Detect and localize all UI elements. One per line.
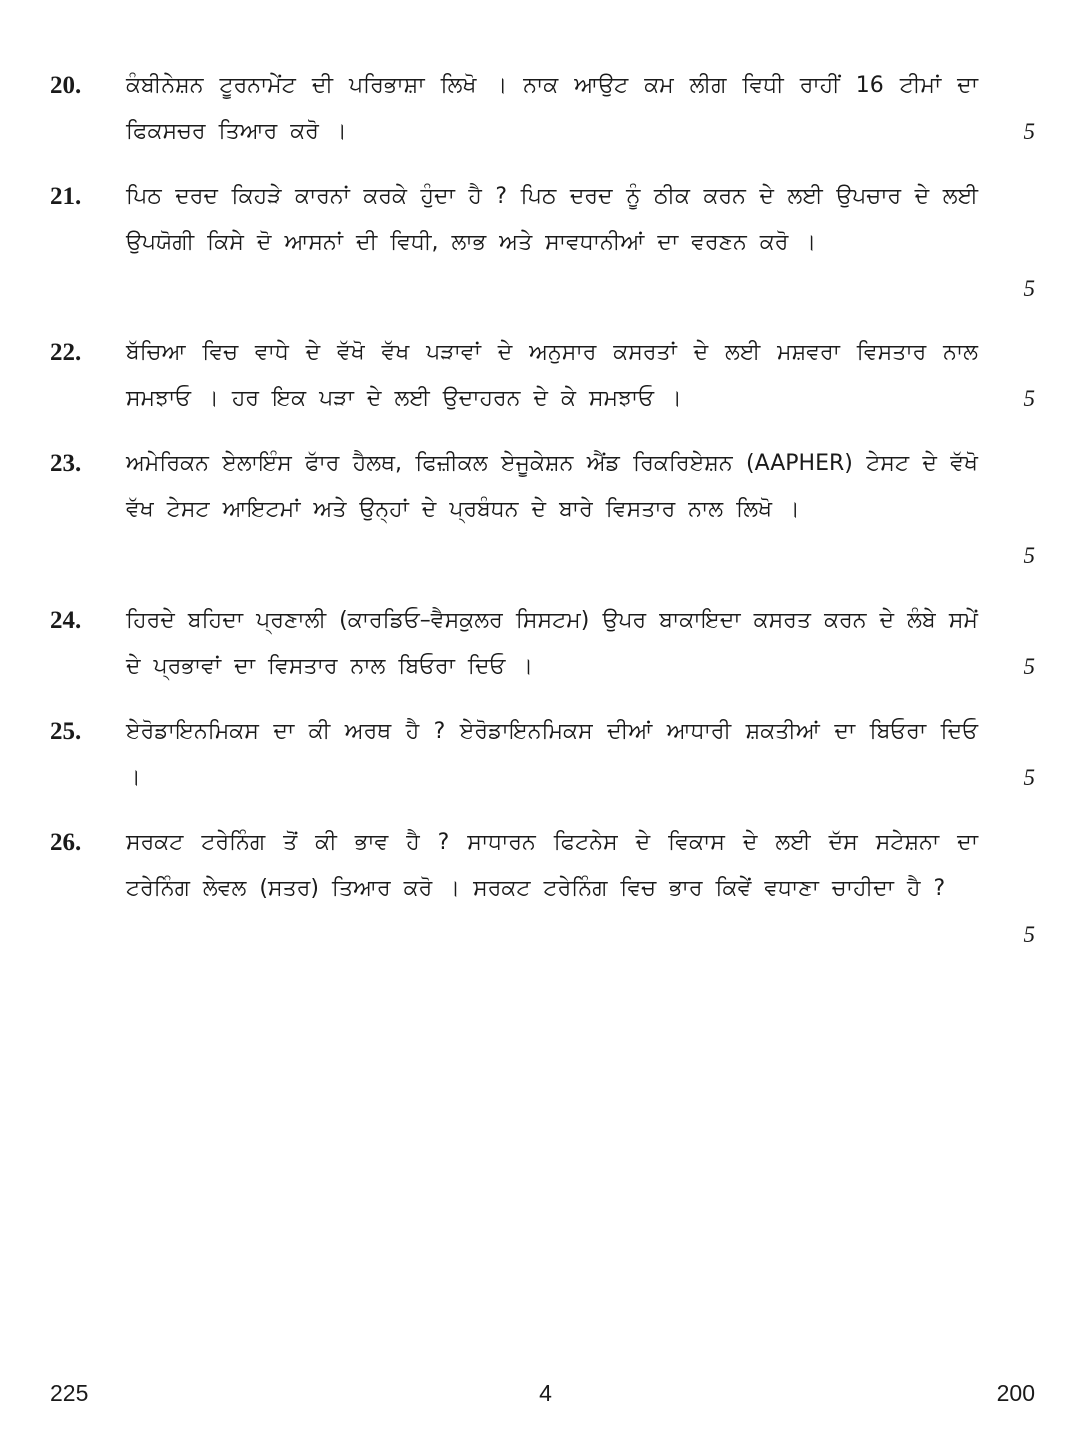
question-marks: 5 [1023,119,1035,144]
question-number: 22. [50,339,82,366]
question-text: ਬੱਚਿਆ ਵਿਚ ਵਾਧੇ ਦੇ ਵੱਖੋ ਵੱਖ ਪੜਾਵਾਂ ਦੇ ਅਨੁਸਾਰ ਕਸਰਤਾਂ ਦੇ ਲਈ ਮਸ਼ਵਰਾ ਵਿਸਤਾਰ ਨਾਲ ਸਮਝਾਓ । ਹਰ ਇਕ ਪੜਾ ਦੇ ਲਈ ਉਦਾਹਰਨ ਦੇ ਕੇ ਸਮਝਾਓ । [126,340,978,411]
question-text: ਪਿਠ ਦਰਦ ਕਿਹੜੇ ਕਾਰਨਾਂ ਕਰਕੇ ਹੁੰਦਾ ਹੈ ? ਪਿਠ ਦਰਦ ਨੂੰ ਠੀਕ ਕਰਨ ਦੇ ਲਈ ਉਪਚਾਰ ਦੇ ਲਈ ਉਪਯੋਗੀ ਕਿਸੇ ਦੋ ਆਸਨਾਂ ਦੀ ਵਿਧੀ, ਲਾਭ ਅਤੇ ਸਾਵਧਾਨੀਆਂ ਦਾ ਵਰਣਨ ਕਰੋ । [126,184,978,255]
question-number: 21. [50,183,82,210]
question-number: 25. [50,718,82,745]
question-text: ਕੰਬੀਨੇਸ਼ਨ ਟੂਰਨਾਮੇਂਟ ਦੀ ਪਰਿਭਾਸ਼ਾ ਲਿਖੋ । ਨਾਕ ਆਉਟ ਕਮ ਲੀਗ ਵਿਧੀ ਰਾਹੀਂ 16 ਟੀਮਾਂ ਦਾ ਫਿਕਸਚਰ ਤਿਆਰ ਕਰੋ । [126,73,978,144]
question-number: 24. [50,607,82,634]
question-number: 23. [50,450,82,477]
footer-paper-code: 225 [50,1380,89,1406]
footer-page-number: 4 [539,1380,552,1406]
question-text: ਏਰੋਡਾਇਨਮਿਕਸ ਦਾ ਕੀ ਅਰਥ ਹੈ ? ਏਰੋਡਾਇਨਮਿਕਸ ਦੀਆਂ ਆਧਾਰੀ ਸ਼ਕਤੀਆਂ ਦਾ ਬਿਓਰਾ ਦਿਓ । [126,719,978,790]
question-marks: 5 [1023,922,1035,947]
question-marks: 5 [1023,543,1035,568]
question-text: ਸਰਕਟ ਟਰੇਨਿੰਗ ਤੋਂ ਕੀ ਭਾਵ ਹੈ ? ਸਾਧਾਰਨ ਫਿਟਨੇਸ ਦੇ ਵਿਕਾਸ ਦੇ ਲਈ ਦੱਸ ਸਟੇਸ਼ਨਾ ਦਾ ਟਰੇਨਿੰਗ ਲੇਵਲ (ਸਤਰ) ਤਿਆਰ ਕਰੋ । ਸਰਕਟ ਟਰੇਨਿੰਗ ਵਿਚ ਭਾਰ ਕਿਵੇਂ ਵਧਾਣਾ ਚਾਹੀਦਾ ਹੈ ? [126,830,978,901]
question-marks: 5 [1023,276,1035,301]
question-number: 20. [50,72,82,99]
question-marks: 5 [1023,386,1035,411]
question-text: ਹਿਰਦੇ ਬਹਿਦਾ ਪ੍ਰਣਾਲੀ (ਕਾਰਡਿਓ–ਵੈਸਕੁਲਰ ਸਿਸਟਮ) ਉਪਰ ਬਾਕਾਇਦਾ ਕਸਰਤ ਕਰਨ ਦੇ ਲੰਬੇ ਸਮੇਂ ਦੇ ਪ੍ਰਭਾਵਾਂ ਦਾ ਵਿਸਤਾਰ ਨਾਲ ਬਿਓਰਾ ਦਿਓ । [126,608,978,679]
question-marks: 5 [1023,654,1035,679]
question-number: 26. [50,829,82,856]
question-marks: 5 [1023,765,1035,790]
footer-print-code: 200 [996,1380,1035,1406]
question-text: ਅਮੇਰਿਕਨ ਏਲਾਇੰਸ ਫਾੱਰ ਹੈਲਥ, ਫਿਜ਼ੀਕਲ ਏਜੂਕੇਸ਼ਨ ਐਂਡ ਰਿਕਰਿਏਸ਼ਨ (AAPHER) ਟੇਸਟ ਦੇ ਵੱਖੋ ਵੱਖ ਟੇਸਟ ਆਇਟਮਾਂ ਅਤੇ ਉਨ੍ਹਾਂ ਦੇ ਪ੍ਰਬੰਧਨ ਦੇ ਬਾਰੇ ਵਿਸਤਾਰ ਨਾਲ ਲਿਖੋ । [126,451,978,522]
